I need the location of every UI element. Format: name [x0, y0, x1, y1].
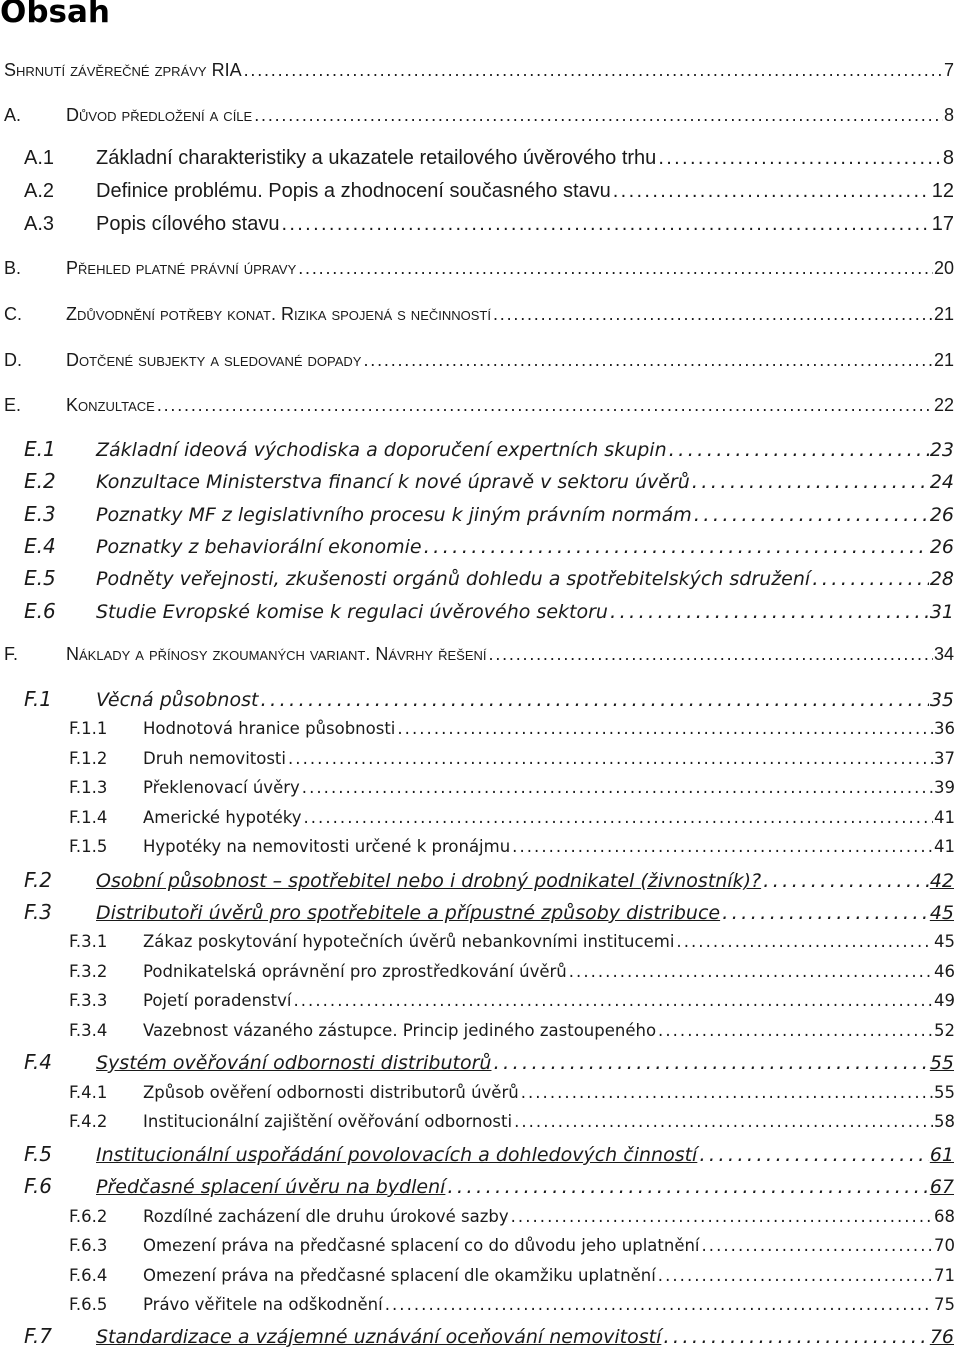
toc-entry-f-4-1[interactable] — [69, 1083, 955, 1102]
dot-leader — [676, 932, 933, 951]
toc-entry-page: 23 — [929, 439, 954, 461]
toc-entry-f-1-3[interactable] — [69, 778, 955, 797]
dot-leader — [613, 180, 931, 203]
dot-leader — [397, 719, 933, 738]
toc-entry-number: F.1.1 — [69, 719, 108, 738]
toc-entry-label: Konzultace Ministerstva financí k nové úpravě v sektoru úvěrů — [96, 471, 690, 493]
toc-entry-number: E.4 — [24, 534, 56, 558]
dot-leader — [658, 1021, 933, 1040]
toc-entry-number: F.3.2 — [69, 962, 108, 981]
toc-entry-label: Omezení práva na předčasné splacení dle okamžiku uplatnění — [143, 1266, 656, 1285]
dot-leader — [363, 350, 932, 371]
toc-entry-f-2[interactable] — [24, 868, 954, 892]
dot-leader — [692, 469, 929, 493]
dot-leader — [288, 749, 933, 768]
toc-entry-e-6[interactable] — [24, 599, 954, 623]
toc-entry-page: 68 — [934, 1207, 955, 1226]
toc-entry-page: 76 — [929, 1326, 954, 1348]
toc-entry-summary[interactable] — [4, 60, 954, 81]
dot-leader — [298, 258, 933, 279]
dot-leader — [302, 778, 933, 797]
toc-entry-number: C. — [4, 304, 22, 324]
toc-entry-number: F.5 — [24, 1142, 53, 1166]
toc-entry-page: 26 — [929, 536, 954, 558]
toc-entry-f-1-5[interactable] — [69, 837, 955, 856]
toc-entry-e-2[interactable] — [24, 469, 954, 493]
toc-entry-f-1-2[interactable] — [69, 749, 955, 768]
toc-entry-page: 36 — [934, 719, 955, 738]
toc-entry-number: F.3.1 — [69, 932, 108, 951]
toc-entry-label: Důvod předložení a cíle — [66, 105, 253, 125]
toc-entry-label: Institucionální uspořádání povolovacích a dohledových činností — [96, 1144, 698, 1166]
dot-leader — [244, 60, 943, 81]
toc-entry-f-6-2[interactable] — [69, 1207, 955, 1226]
toc-entry-number: D. — [4, 350, 22, 370]
toc-entry-page: 46 — [934, 962, 955, 981]
dot-leader — [157, 395, 933, 416]
toc-entry-label: Distributoři úvěrů pro spotřebitele a přípustné způsoby distribuce — [96, 902, 721, 924]
toc-entry-e-3[interactable] — [24, 502, 954, 526]
toc-entry-number: E.6 — [24, 599, 56, 623]
toc-entry-page: 41 — [934, 808, 955, 827]
dot-leader — [763, 868, 929, 892]
dot-leader — [493, 304, 933, 325]
toc-entry-label: Standardizace a vzájemné uznávání oceňování nemovitostí — [96, 1326, 662, 1348]
toc-entry-number: F.6.3 — [69, 1236, 108, 1255]
toc-entry-page: 8 — [943, 105, 954, 125]
toc-entry-f[interactable] — [4, 644, 954, 665]
toc-entry-number: F.6.2 — [69, 1207, 108, 1226]
dot-leader — [254, 105, 943, 126]
dot-leader — [722, 900, 929, 924]
dot-leader — [658, 1266, 933, 1285]
toc-entry-number: E.3 — [24, 502, 56, 526]
dot-leader — [511, 1207, 933, 1226]
toc-entry-number: E.5 — [24, 566, 56, 590]
toc-entry-a-3[interactable] — [24, 213, 954, 236]
toc-entry-c[interactable] — [4, 304, 954, 325]
toc-entry-page: 24 — [929, 471, 954, 493]
toc-entry-number: E. — [4, 395, 22, 415]
toc-entry-f-6-4[interactable] — [69, 1266, 955, 1285]
toc-entry-f-6-3[interactable] — [69, 1236, 955, 1255]
dot-leader — [493, 1050, 928, 1074]
toc-entry-number: F.6.5 — [69, 1295, 108, 1314]
toc-entry-number: E.1 — [24, 437, 56, 461]
toc-entry-number: F.1.3 — [69, 778, 108, 797]
toc-entry-page: 55 — [934, 1083, 955, 1102]
toc-entry-page: 20 — [933, 258, 954, 278]
toc-entry-page: 58 — [934, 1112, 955, 1131]
toc-entry-label: Dotčené subjekty a sledované dopady — [66, 350, 362, 370]
dot-leader — [569, 962, 933, 981]
toc-entry-label: Právo věřitele na odškodnění — [143, 1295, 383, 1314]
toc-entry-label: Popis cílového stavu — [96, 213, 280, 235]
dot-leader — [669, 437, 929, 461]
dot-leader — [663, 1324, 928, 1348]
dot-leader — [658, 147, 942, 170]
toc-entry-page: 61 — [929, 1144, 954, 1166]
toc-entry-label: Shrnutí závěrečné zprávy RIA — [4, 60, 242, 80]
toc-entry-number: F.1.4 — [69, 808, 108, 827]
toc-entry-f-3-1[interactable] — [69, 932, 955, 951]
toc-entry-number: F.1.5 — [69, 837, 108, 856]
toc-entry-page: 35 — [929, 689, 954, 711]
toc-entry-e[interactable] — [4, 395, 954, 416]
toc-entry-label: Věcná působnost — [96, 689, 259, 711]
dot-leader — [385, 1295, 933, 1314]
dot-leader — [447, 1174, 928, 1198]
toc-entry-number: F.3.3 — [69, 991, 108, 1010]
toc-entry-number: F.1.2 — [69, 749, 108, 768]
toc-entry-f-3-3[interactable] — [69, 991, 955, 1010]
toc-entry-f-1-1[interactable] — [69, 719, 955, 738]
toc-entry-number: A.3 — [24, 213, 55, 235]
dot-leader — [521, 1083, 933, 1102]
toc-entry-page: 45 — [929, 902, 954, 924]
toc-entry-page: 12 — [931, 180, 954, 202]
toc-entry-page: 7 — [943, 60, 954, 80]
toc-entry-number: F.2 — [24, 868, 53, 892]
dot-leader — [610, 599, 929, 623]
toc-entry-f-3-4[interactable] — [69, 1021, 955, 1040]
toc-entry-label: Základní charakteristiky a ukazatele retailového úvěrového trhu — [96, 147, 657, 169]
dot-leader — [812, 566, 929, 590]
toc-entry-label: Poznatky z behaviorální ekonomie — [96, 536, 422, 558]
toc-entry-number: A.1 — [24, 147, 55, 169]
page-title: Obsah — [0, 0, 110, 30]
toc-entry-d[interactable] — [4, 350, 954, 371]
toc-entry-f-3-2[interactable] — [69, 962, 955, 981]
toc-entry-number: A.2 — [24, 180, 55, 202]
toc-entry-page: 22 — [933, 395, 954, 415]
toc-entry-label: Americké hypotéky — [143, 808, 302, 827]
toc-entry-a-1[interactable] — [24, 147, 954, 170]
toc-entry-label: Omezení práva na předčasné splacení co do důvodu jeho uplatnění — [143, 1236, 700, 1255]
toc-entry-page: 71 — [934, 1266, 955, 1285]
toc-entry-label: Pojetí poradenství — [143, 991, 292, 1010]
toc-entry-page: 34 — [933, 644, 954, 664]
toc-entry-number: F.4 — [24, 1050, 53, 1074]
toc-entry-number: F.3.4 — [69, 1021, 108, 1040]
toc-entry-page: 31 — [929, 601, 954, 623]
toc-entry-label: Rozdílné zacházení dle druhu úrokové sazby — [143, 1207, 509, 1226]
dot-leader — [702, 1236, 933, 1255]
toc-entry-page: 17 — [931, 213, 954, 235]
toc-entry-page: 55 — [929, 1052, 954, 1074]
toc-entry-page: 52 — [934, 1021, 955, 1040]
toc-entry-f-6-5[interactable] — [69, 1295, 955, 1314]
dot-leader — [514, 1112, 933, 1131]
toc-entry-number: F. — [4, 644, 19, 664]
toc-entry-label: Definice problému. Popis a zhodnocení současného stavu — [96, 180, 611, 202]
toc-entry-label: Institucionální zajištění ověřování odbornosti — [143, 1112, 513, 1131]
toc-entry-f-7[interactable] — [24, 1324, 954, 1348]
dot-leader — [512, 837, 933, 856]
toc-entry-number: F.1 — [24, 687, 53, 711]
toc-entry-label: Podnikatelská oprávnění pro zprostředkování úvěrů — [143, 962, 567, 981]
toc-entry-label: Vazebnost vázaného zástupce. Princip jediného zastoupeného — [143, 1021, 657, 1040]
toc-entry-a-2[interactable] — [24, 180, 954, 203]
toc-entry-page: 49 — [934, 991, 955, 1010]
toc-entry-label: Způsob ověření odbornosti distributorů úvěrů — [143, 1083, 519, 1102]
toc-entry-label: Základní ideová východiska a doporučení expertních skupin — [96, 439, 667, 461]
toc-entry-f-1[interactable] — [24, 687, 954, 711]
dot-leader — [694, 502, 929, 526]
dot-leader — [281, 213, 930, 236]
toc-entry-number: F.6 — [24, 1174, 53, 1198]
toc-entry-number: A. — [4, 105, 22, 125]
toc-entry-f-5[interactable] — [24, 1142, 954, 1166]
toc-entry-label: Studie Evropské komise k regulaci úvěrového sektoru — [96, 601, 608, 623]
toc-entry-label: Hodnotová hranice působnosti — [143, 719, 396, 738]
toc-entry-f-6[interactable] — [24, 1174, 954, 1198]
dot-leader — [424, 534, 929, 558]
toc-entry-label: Překlenovací úvěry — [143, 778, 300, 797]
toc-entry-page: 28 — [929, 568, 954, 590]
toc-entry-page: 42 — [929, 870, 954, 892]
toc-entry-page: 37 — [934, 749, 955, 768]
toc-entry-page: 26 — [929, 504, 954, 526]
toc-entry-label: Konzultace — [66, 395, 155, 415]
toc-entry-page: 70 — [934, 1236, 955, 1255]
toc-entry-label: Předčasné splacení úvěru na bydlení — [96, 1176, 446, 1198]
dot-leader — [260, 687, 928, 711]
toc-entry-label: Zdůvodnění potřeby konat. Rizika spojená s nečinností — [66, 304, 491, 324]
toc-entry-label: Systém ověřování odbornosti distributorů — [96, 1052, 492, 1074]
toc-entry-label: Náklady a přínosy zkoumaných variant. Návrhy řešení — [66, 644, 487, 664]
dot-leader — [489, 644, 933, 665]
toc-entry-label: Přehled platné právní úpravy — [66, 258, 297, 278]
toc-entry-page: 67 — [929, 1176, 954, 1198]
toc-entry-label: Zákaz poskytování hypotečních úvěrů nebankovními institucemi — [143, 932, 675, 951]
toc-entry-label: Druh nemovitosti — [143, 749, 286, 768]
toc-entry-number: F.4.2 — [69, 1112, 108, 1131]
toc-entry-page: 75 — [934, 1295, 955, 1314]
toc-entry-a[interactable] — [4, 105, 954, 126]
toc-entry-page: 8 — [942, 147, 954, 169]
toc-entry-page: 21 — [933, 350, 954, 370]
toc-entry-label: Hypotéky na nemovitosti určené k pronájmu — [143, 837, 511, 856]
toc-entry-e-5[interactable] — [24, 566, 954, 590]
toc-entry-page: 21 — [933, 304, 954, 324]
toc-entry-number: E.2 — [24, 469, 56, 493]
toc-entry-page: 41 — [934, 837, 955, 856]
dot-leader — [293, 991, 933, 1010]
toc-entry-number: F.4.1 — [69, 1083, 108, 1102]
dot-leader — [303, 808, 933, 827]
toc-entry-label: Osobní působnost – spotřebitel nebo i drobný podnikatel (živnostník)? — [96, 870, 762, 892]
toc-entry-f-3[interactable] — [24, 900, 954, 924]
toc-entry-page: 45 — [934, 932, 955, 951]
toc-entry-page: 39 — [934, 778, 955, 797]
toc-entry-number: F.3 — [24, 900, 53, 924]
toc-entry-e-1[interactable] — [24, 437, 954, 461]
toc-entry-f-4[interactable] — [24, 1050, 954, 1074]
toc-entry-f-1-4[interactable] — [69, 808, 955, 827]
toc-entry-label: Poznatky MF z legislativního procesu k jiným právním normám — [96, 504, 692, 526]
toc-entry-b[interactable] — [4, 258, 954, 279]
dot-leader — [699, 1142, 928, 1166]
toc-entry-number: B. — [4, 258, 22, 278]
toc-entry-number: F.7 — [24, 1324, 53, 1348]
toc-entry-f-4-2[interactable] — [69, 1112, 955, 1131]
toc-entry-e-4[interactable] — [24, 534, 954, 558]
toc-entry-label: Podněty veřejnosti, zkušenosti orgánů dohledu a spotřebitelských sdružení — [96, 568, 811, 590]
toc-entry-number: F.6.4 — [69, 1266, 108, 1285]
